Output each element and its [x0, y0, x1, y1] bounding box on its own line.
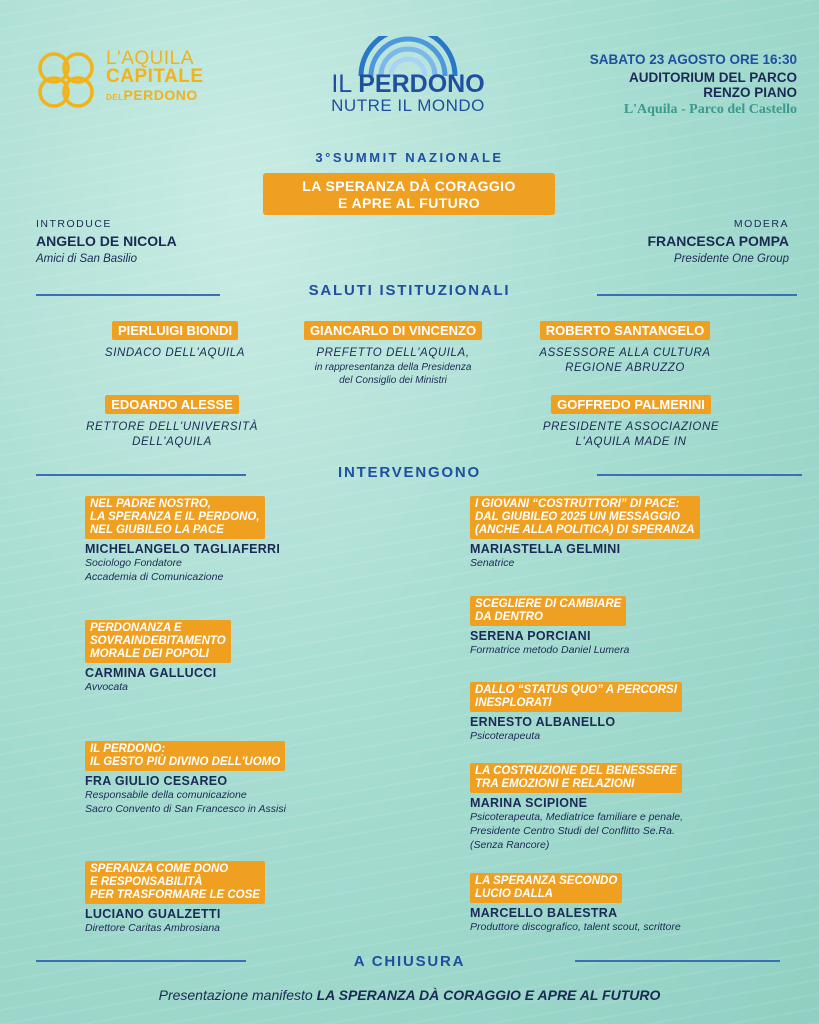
speaker-topic: [85, 741, 285, 771]
speaker-role: Formatrice metodo Daniel Lumera: [470, 644, 630, 656]
chiusura-manifesto: LA SPERANZA DÀ CORAGGIO E APRE AL FUTURO: [316, 987, 661, 1003]
saluti-role: SINDACO DELL'AQUILA: [104, 347, 246, 359]
saluti-name: PIERLUIGI BIONDI: [112, 321, 238, 340]
event-venue-1: AUDITORIUM DEL PARCO: [628, 70, 797, 85]
topic-line: NEL GIUBILEO LA PACE: [90, 524, 224, 536]
saluti-person-2: [278, 322, 508, 387]
modera-name: FRANCESCA POMPA: [647, 233, 789, 249]
saluti-person-1: [60, 322, 290, 361]
summit-theme-box: [263, 173, 555, 215]
speaker-name: LUCIANO GUALZETTI: [85, 907, 221, 921]
speaker-right-5: [470, 873, 681, 934]
speaker-role: Direttore Caritas Ambrosiana: [85, 922, 220, 934]
saluti-title: SALUTI ISTITUZIONALI: [308, 282, 511, 299]
speaker-right-4: [470, 763, 683, 852]
topic-line: SCEGLIERE DI CAMBIARE: [475, 598, 622, 610]
saluti-note: del Consiglio dei Ministri: [339, 375, 447, 386]
speaker-left-1: [85, 496, 280, 584]
saluti-name: EDOARDO ALESSE: [105, 395, 239, 414]
topic-line: E RESPONSABILITÀ: [90, 876, 203, 888]
topic-line: LA COSTRUZIONE DEL BENESSERE: [475, 765, 677, 777]
saluti-name: GIANCARLO DI VINCENZO: [304, 321, 482, 340]
speaker-topic: [85, 861, 265, 904]
introduce-name: ANGELO DE NICOLA: [36, 233, 177, 249]
saluti-name: GOFFREDO PALMERINI: [551, 395, 711, 414]
event-venue-2: RENZO PIANO: [703, 85, 797, 100]
speaker-role: Accademia di Comunicazione: [85, 571, 224, 583]
speaker-role: Presidente Centro Studi del Conflitto Se.Ra.: [470, 825, 675, 837]
saluti-role: DELL'AQUILA: [132, 436, 212, 448]
chiusura-text: [0, 987, 819, 1003]
topic-line: IL PERDONO:: [90, 743, 166, 755]
speaker-left-4: [85, 861, 265, 935]
speaker-topic: [470, 763, 682, 793]
speaker-topic: [470, 873, 622, 903]
saluti-role: ASSESSORE ALLA CULTURA: [539, 347, 711, 359]
topic-line: TRA EMOZIONI E RELAZIONI: [475, 778, 635, 790]
speaker-right-1: [470, 496, 700, 570]
event-info: [590, 52, 797, 118]
speaker-role: Psicoterapeuta: [470, 730, 541, 742]
chiusura-prefix: Presentazione manifesto: [158, 987, 317, 1003]
speaker-role: Avvocata: [85, 681, 128, 693]
topic-line: SOVRAINDEBITAMENTO: [90, 635, 226, 647]
event-date: SABATO 23 AGOSTO ORE 16:30: [589, 52, 797, 67]
logo-subtitle: NUTRE IL MONDO: [331, 96, 485, 115]
logo-line3-small: DEL: [106, 93, 124, 102]
intervengono-title: INTERVENGONO: [337, 464, 481, 481]
speaker-name: MICHELANGELO TAGLIAFERRI: [85, 542, 281, 556]
speaker-left-3: [85, 741, 286, 816]
topic-line: LA SPERANZA SECONDO: [475, 875, 618, 887]
saluti-role: REGIONE ABRUZZO: [565, 362, 685, 374]
topic-line: NEL PADRE NOSTRO,: [90, 498, 211, 510]
saluti-role: RETTORE DELL'UNIVERSITÀ: [86, 421, 258, 433]
logo-line1: L'AQUILA: [106, 48, 194, 69]
topic-line: LUCIO DALLA: [475, 888, 553, 900]
topic-line: DA DENTRO: [475, 611, 543, 623]
speaker-topic: [470, 682, 682, 712]
logo-title-b: PERDONO: [358, 70, 485, 98]
speaker-role: (Senza Rancore): [470, 839, 550, 851]
speaker-name: MARIASTELLA GELMINI: [470, 542, 621, 556]
saluti-role: PREFETTO DELL'AQUILA,: [316, 347, 470, 359]
introduce-role: Amici di San Basilio: [36, 253, 137, 265]
topic-line: LA SPERANZA E IL PERDONO,: [90, 511, 260, 523]
speaker-right-3: [470, 682, 682, 743]
logo-il-perdono: [318, 36, 498, 120]
modera-block: [647, 218, 789, 266]
speaker-topic: [470, 496, 700, 539]
event-location: L'Aquila - Parco del Castello: [623, 102, 797, 117]
speaker-role: Sociologo Fondatore: [85, 557, 182, 569]
saluti-person-5: [516, 396, 746, 450]
speaker-role: Responsabile della comunicazione: [85, 789, 247, 801]
saluti-note: in rappresentanza della Presidenza: [314, 362, 472, 373]
speaker-role: Senatrice: [470, 557, 515, 569]
speaker-left-2: [85, 620, 231, 694]
topic-line: MORALE DEI POPOLI: [90, 648, 209, 660]
summit-theme-line1: LA SPERANZA DÀ CORAGGIO: [302, 178, 516, 194]
speaker-topic: [85, 620, 231, 663]
speaker-name: ERNESTO ALBANELLO: [470, 715, 616, 729]
speaker-right-2: [470, 596, 629, 657]
topic-line: DAL GIUBILEO 2025 UN MESSAGGIO: [475, 511, 680, 523]
topic-line: (ANCHE ALLA POLITICA) DI SPERANZA: [475, 524, 695, 536]
speaker-role: Sacro Convento di San Francesco in Assisi: [85, 803, 286, 815]
introduce-label: INTRODUCE: [36, 218, 112, 230]
knot-logo-icon: [32, 46, 100, 114]
speaker-role: Produttore discografico, talent scout, scrittore: [470, 921, 681, 933]
introduce-block: [36, 218, 177, 266]
logo-aquila-capitale: [32, 46, 202, 116]
topic-line: SPERANZA COME DONO: [90, 863, 229, 875]
summit-theme-line2: E APRE AL FUTURO: [338, 195, 480, 211]
speaker-name: MARCELLO BALESTRA: [470, 906, 618, 920]
saluti-name: ROBERTO SANTANGELO: [540, 321, 710, 340]
speaker-name: MARINA SCIPIONE: [470, 796, 588, 810]
logo-line2: CAPITALE: [106, 66, 204, 87]
topic-line: PER TRASFORMARE LE COSE: [90, 889, 260, 901]
speaker-name: FRA GIULIO CESAREO: [85, 774, 228, 788]
speaker-name: SERENA PORCIANI: [470, 629, 591, 643]
saluti-person-3: [510, 322, 740, 376]
saluti-person-4: [57, 396, 287, 450]
saluti-role: PRESIDENTE ASSOCIAZIONE: [542, 421, 720, 433]
modera-label: MODERA: [733, 218, 789, 230]
topic-line: DALLO “STATUS QUO” A PERCORSI: [475, 684, 677, 696]
topic-line: IL GESTO PIÙ DIVINO DELL'UOMO: [90, 756, 281, 768]
saluti-role: L'AQUILA MADE IN: [575, 436, 687, 448]
topic-line: PERDONANZA E: [90, 622, 182, 634]
modera-role: Presidente One Group: [673, 253, 789, 265]
chiusura-title: A CHIUSURA: [353, 953, 466, 970]
speaker-role: Psicoterapeuta, Mediatrice familiare e penale,: [470, 811, 684, 823]
summit-edition: 3°SUMMIT NAZIONALE: [315, 150, 504, 165]
topic-line: I GIOVANI “COSTRUTTORI” DI PACE:: [475, 498, 680, 510]
speaker-name: CARMINA GALLUCCI: [85, 666, 217, 680]
logo-title-a: IL: [331, 70, 359, 98]
topic-line: INESPLORATI: [475, 697, 552, 709]
logo-line3: PERDONO: [123, 87, 198, 103]
speaker-topic: [85, 496, 265, 539]
speaker-topic: [470, 596, 626, 626]
